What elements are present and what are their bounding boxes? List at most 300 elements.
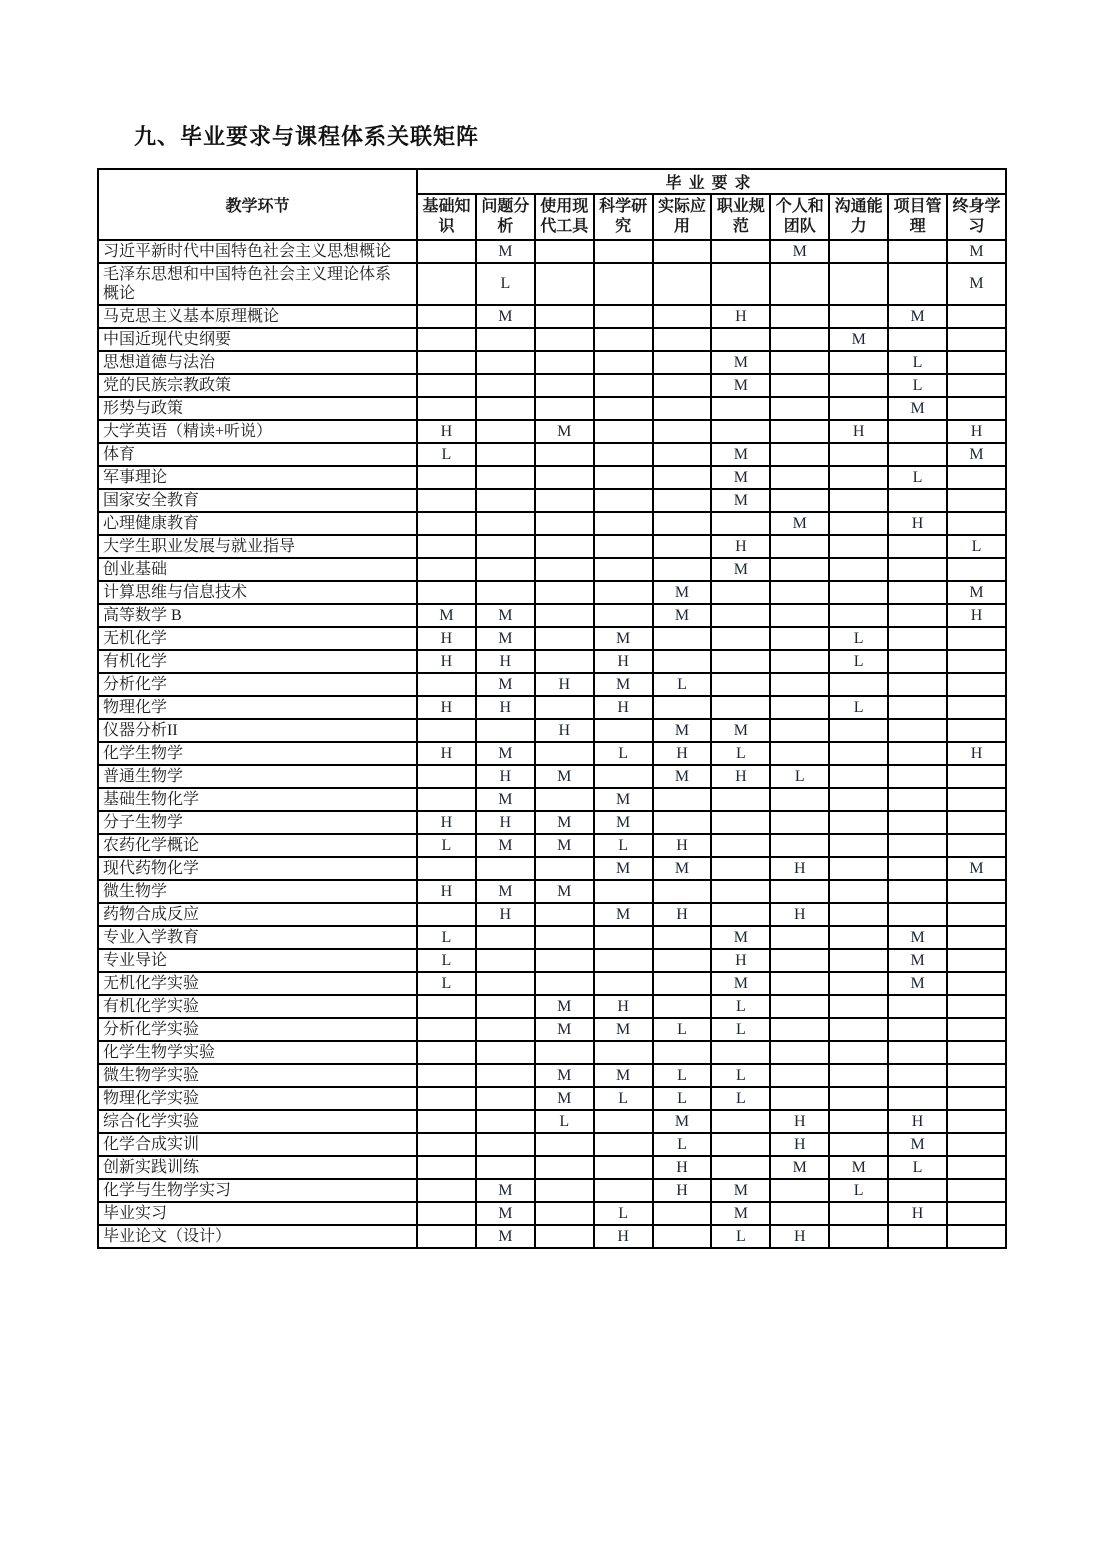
grade-cell-empty (947, 1225, 1006, 1248)
grade-cell-empty (653, 949, 712, 972)
grade-cell-empty (829, 443, 888, 466)
grade-cell: M (653, 604, 712, 627)
grade-cell-empty (770, 420, 829, 443)
grade-cell: M (829, 328, 888, 351)
grade-cell: H (888, 1202, 947, 1225)
table-row (98, 351, 1006, 374)
table-row (98, 263, 1006, 305)
grade-cell-empty (417, 489, 476, 512)
grade-cell-empty (770, 719, 829, 742)
table-row (98, 1064, 1006, 1087)
grade-cell: M (888, 949, 947, 972)
grade-cell-empty (888, 719, 947, 742)
grade-cell-empty (829, 1225, 888, 1248)
grade-cell-empty (888, 1179, 947, 1202)
grade-cell-empty (829, 903, 888, 926)
grade-cell-empty (770, 1087, 829, 1110)
grade-cell-empty (594, 949, 653, 972)
grade-cell: M (476, 1179, 535, 1202)
grade-cell: H (653, 742, 712, 765)
grade-cell-empty (947, 1202, 1006, 1225)
grade-cell-empty (653, 263, 712, 305)
grade-cell-empty (770, 1018, 829, 1041)
grade-cell-empty (711, 240, 770, 263)
course-name-cell: 化学合成实训 (98, 1133, 417, 1156)
grade-cell-empty (594, 1133, 653, 1156)
grade-cell: M (888, 397, 947, 420)
grade-cell-empty (770, 742, 829, 765)
grade-cell: H (770, 903, 829, 926)
grade-cell-empty (770, 351, 829, 374)
grade-cell-empty (829, 1041, 888, 1064)
grade-cell-empty (535, 1156, 594, 1179)
grade-cell-empty (417, 788, 476, 811)
grade-cell: H (417, 880, 476, 903)
grade-cell-empty (417, 1225, 476, 1248)
course-name-cell: 普通生物学 (98, 765, 417, 788)
grade-cell: H (594, 995, 653, 1018)
grade-cell: M (711, 374, 770, 397)
grade-cell: M (535, 834, 594, 857)
grade-cell-empty (770, 443, 829, 466)
grade-cell-empty (594, 719, 653, 742)
grade-cell-empty (888, 443, 947, 466)
grade-cell: L (417, 834, 476, 857)
grade-cell-empty (535, 696, 594, 719)
table-row (98, 604, 1006, 627)
grade-cell: M (594, 857, 653, 880)
grade-cell: H (417, 420, 476, 443)
grade-cell: M (711, 466, 770, 489)
grade-cell-empty (535, 742, 594, 765)
grade-cell-empty (476, 1087, 535, 1110)
grade-cell-empty (476, 995, 535, 1018)
grade-cell: M (947, 857, 1006, 880)
table-row (98, 857, 1006, 880)
grade-cell-empty (829, 305, 888, 328)
grade-cell: L (829, 650, 888, 673)
page-title: 九、毕业要求与课程体系关联矩阵 (134, 124, 480, 149)
table-row (98, 1087, 1006, 1110)
table-row (98, 834, 1006, 857)
grade-cell: M (653, 719, 712, 742)
grade-cell-empty (476, 374, 535, 397)
grade-cell-empty (770, 604, 829, 627)
grade-cell: H (417, 811, 476, 834)
grade-cell-empty (535, 926, 594, 949)
grade-cell: M (535, 995, 594, 1018)
grade-cell-empty (770, 926, 829, 949)
grade-cell-empty (476, 1064, 535, 1087)
grade-cell-empty (535, 1225, 594, 1248)
grade-cell: H (594, 696, 653, 719)
course-name-cell: 高等数学 B (98, 604, 417, 627)
grade-cell: L (476, 263, 535, 305)
grade-cell: H (417, 650, 476, 673)
grade-cell-empty (829, 949, 888, 972)
grade-cell-empty (535, 535, 594, 558)
table-row (98, 949, 1006, 972)
grade-cell: L (594, 742, 653, 765)
grade-cell-empty (888, 834, 947, 857)
column-header-3: 科学研究 (594, 194, 653, 240)
column-header-4: 实际应用 (653, 194, 712, 240)
grade-cell-empty (653, 489, 712, 512)
grade-cell-empty (770, 972, 829, 995)
table-row (98, 1133, 1006, 1156)
grade-cell: H (594, 650, 653, 673)
grade-cell-empty (417, 263, 476, 305)
course-name-cell: 习近平新时代中国特色社会主义思想概论 (98, 240, 417, 263)
table-row (98, 374, 1006, 397)
grade-cell-empty (535, 903, 594, 926)
grade-cell-empty (888, 328, 947, 351)
grade-cell-empty (476, 1110, 535, 1133)
grade-cell: L (711, 1087, 770, 1110)
grade-cell-empty (829, 926, 888, 949)
grade-cell: M (770, 1156, 829, 1179)
grade-cell-empty (711, 604, 770, 627)
table-row (98, 903, 1006, 926)
grade-cell-empty (888, 558, 947, 581)
grade-cell-empty (476, 972, 535, 995)
course-name-cell: 有机化学实验 (98, 995, 417, 1018)
table-row (98, 650, 1006, 673)
grade-cell-empty (947, 627, 1006, 650)
grade-cell-empty (476, 581, 535, 604)
grade-cell-empty (770, 328, 829, 351)
grade-cell-empty (535, 650, 594, 673)
grade-cell: M (594, 903, 653, 926)
grade-cell-empty (653, 443, 712, 466)
grade-cell: M (653, 581, 712, 604)
grade-cell: L (653, 1133, 712, 1156)
course-name-cell: 体育 (98, 443, 417, 466)
table-row (98, 512, 1006, 535)
grade-cell-empty (417, 305, 476, 328)
grade-cell-empty (888, 673, 947, 696)
grade-cell-empty (888, 857, 947, 880)
grade-cell-empty (653, 466, 712, 489)
grade-cell-empty (417, 558, 476, 581)
grade-cell-empty (829, 374, 888, 397)
grade-cell-empty (829, 397, 888, 420)
grade-cell: L (711, 1064, 770, 1087)
grade-cell: M (594, 811, 653, 834)
grade-cell: H (711, 765, 770, 788)
column-header-5: 职业规范 (711, 194, 770, 240)
course-name-cell: 物理化学 (98, 696, 417, 719)
grade-cell-empty (417, 1202, 476, 1225)
grade-cell-empty (711, 1156, 770, 1179)
grade-cell: L (417, 443, 476, 466)
grade-cell: H (711, 949, 770, 972)
grade-cell-empty (594, 765, 653, 788)
table-body (98, 240, 1006, 1248)
grade-cell: M (476, 240, 535, 263)
course-name-cell: 基础生物化学 (98, 788, 417, 811)
grade-cell-empty (417, 673, 476, 696)
table-row (98, 719, 1006, 742)
grade-cell: H (476, 903, 535, 926)
grade-cell-empty (653, 305, 712, 328)
course-name-cell: 专业入学教育 (98, 926, 417, 949)
grade-cell: L (711, 742, 770, 765)
grade-cell-empty (947, 1018, 1006, 1041)
course-name-cell: 毕业论文（设计） (98, 1225, 417, 1248)
grade-cell-empty (417, 857, 476, 880)
grade-cell-empty (947, 1156, 1006, 1179)
grade-cell-empty (417, 581, 476, 604)
grade-cell-empty (594, 351, 653, 374)
grade-cell: L (653, 673, 712, 696)
grade-cell-empty (594, 604, 653, 627)
grade-cell-empty (829, 604, 888, 627)
grade-cell-empty (417, 374, 476, 397)
grade-cell-empty (594, 263, 653, 305)
course-name-cell: 物理化学实验 (98, 1087, 417, 1110)
grade-cell-empty (711, 696, 770, 719)
grade-cell-empty (653, 880, 712, 903)
grade-cell-empty (711, 811, 770, 834)
grade-cell-empty (947, 489, 1006, 512)
grade-cell-empty (711, 627, 770, 650)
grade-cell: H (476, 811, 535, 834)
grade-cell: L (594, 834, 653, 857)
grade-cell-empty (888, 1087, 947, 1110)
grade-cell-empty (594, 420, 653, 443)
grade-cell-empty (653, 420, 712, 443)
grade-cell: H (535, 719, 594, 742)
grade-cell: M (947, 240, 1006, 263)
grade-cell: L (888, 466, 947, 489)
grade-cell: H (476, 765, 535, 788)
grade-cell-empty (711, 1110, 770, 1133)
grade-cell: L (417, 949, 476, 972)
grade-cell: M (535, 765, 594, 788)
grade-cell-empty (417, 535, 476, 558)
grade-cell-empty (888, 604, 947, 627)
course-name-cell: 党的民族宗教政策 (98, 374, 417, 397)
grade-cell-empty (535, 512, 594, 535)
grade-cell: H (947, 742, 1006, 765)
grade-cell: M (535, 811, 594, 834)
grade-cell-empty (829, 1087, 888, 1110)
course-name-cell: 微生物学实验 (98, 1064, 417, 1087)
grade-cell-empty (947, 880, 1006, 903)
grade-cell-empty (653, 1225, 712, 1248)
grade-cell-empty (947, 1133, 1006, 1156)
grade-cell-empty (711, 673, 770, 696)
grade-cell: L (653, 1064, 712, 1087)
grade-cell: H (770, 1110, 829, 1133)
grade-cell-empty (829, 1110, 888, 1133)
grade-cell-empty (770, 949, 829, 972)
grade-cell-empty (947, 696, 1006, 719)
grade-cell-empty (535, 374, 594, 397)
grade-cell-empty (888, 1041, 947, 1064)
grade-cell: H (770, 857, 829, 880)
grade-cell-empty (770, 489, 829, 512)
grade-cell-empty (711, 903, 770, 926)
grade-cell-empty (594, 558, 653, 581)
grade-cell: M (711, 1179, 770, 1202)
grade-cell: M (888, 1133, 947, 1156)
grade-cell-empty (653, 374, 712, 397)
grade-cell-empty (653, 535, 712, 558)
course-name-cell: 国家安全教育 (98, 489, 417, 512)
grade-cell-empty (417, 1110, 476, 1133)
grade-cell: M (476, 1202, 535, 1225)
grade-cell: M (535, 1087, 594, 1110)
grade-cell: L (829, 627, 888, 650)
grade-cell: L (888, 351, 947, 374)
grade-cell: M (594, 627, 653, 650)
grade-cell: H (770, 1133, 829, 1156)
grade-cell-empty (947, 673, 1006, 696)
grade-cell-empty (829, 512, 888, 535)
grade-cell-empty (417, 765, 476, 788)
grade-cell-empty (476, 489, 535, 512)
grade-cell-empty (476, 420, 535, 443)
grade-cell-empty (829, 581, 888, 604)
table-row (98, 673, 1006, 696)
grade-cell-empty (653, 1041, 712, 1064)
grade-cell-empty (888, 788, 947, 811)
grade-cell-empty (535, 627, 594, 650)
grade-cell: M (770, 240, 829, 263)
table-row (98, 765, 1006, 788)
grade-cell-empty (947, 1064, 1006, 1087)
grade-cell-empty (476, 857, 535, 880)
grade-cell-empty (947, 1087, 1006, 1110)
grade-cell-empty (594, 972, 653, 995)
table-row (98, 926, 1006, 949)
course-name-cell: 毕业实习 (98, 1202, 417, 1225)
grade-cell-empty (829, 466, 888, 489)
grade-cell-empty (947, 903, 1006, 926)
grade-cell: L (829, 1179, 888, 1202)
grade-cell-empty (770, 374, 829, 397)
grade-cell: L (417, 926, 476, 949)
grade-cell: L (711, 1225, 770, 1248)
grade-cell-empty (947, 972, 1006, 995)
grade-cell-empty (653, 351, 712, 374)
grade-cell-empty (594, 374, 653, 397)
grade-cell-empty (711, 1133, 770, 1156)
grade-cell-empty (770, 305, 829, 328)
grade-cell-empty (829, 263, 888, 305)
grade-cell: M (535, 420, 594, 443)
course-name-cell: 心理健康教育 (98, 512, 417, 535)
grade-cell: M (594, 673, 653, 696)
grade-cell-empty (653, 328, 712, 351)
grade-cell-empty (888, 1225, 947, 1248)
grade-cell-empty (653, 995, 712, 1018)
grade-cell-empty (535, 558, 594, 581)
grade-cell-empty (476, 1018, 535, 1041)
grade-cell-empty (535, 351, 594, 374)
grade-cell: H (653, 1179, 712, 1202)
corner-header-cell: 教学环节 (98, 169, 417, 240)
grade-cell: M (888, 926, 947, 949)
grade-cell-empty (476, 535, 535, 558)
grade-cell: M (947, 581, 1006, 604)
course-name-cell: 毛泽东思想和中国特色社会主义理论体系概论 (98, 263, 417, 305)
course-name-cell: 化学与生物学实习 (98, 1179, 417, 1202)
grade-cell-empty (594, 1179, 653, 1202)
course-name-cell: 分析化学实验 (98, 1018, 417, 1041)
grade-cell: L (711, 995, 770, 1018)
grade-cell-empty (888, 1018, 947, 1041)
course-name-cell: 农药化学概论 (98, 834, 417, 857)
grade-cell: L (653, 1087, 712, 1110)
grade-cell-empty (829, 742, 888, 765)
grade-cell-empty (947, 305, 1006, 328)
grade-cell: L (829, 696, 888, 719)
grade-cell-empty (947, 719, 1006, 742)
grade-cell: H (888, 1110, 947, 1133)
grade-cell-empty (535, 305, 594, 328)
grade-cell-empty (947, 1179, 1006, 1202)
grade-cell-empty (829, 1018, 888, 1041)
table-row (98, 788, 1006, 811)
table-row (98, 1018, 1006, 1041)
grade-cell-empty (888, 1064, 947, 1087)
table-row (98, 1110, 1006, 1133)
grade-cell-empty (476, 949, 535, 972)
grade-cell-empty (594, 466, 653, 489)
grade-cell-empty (476, 558, 535, 581)
grade-cell-empty (888, 489, 947, 512)
grade-cell-empty (829, 811, 888, 834)
grade-cell: M (653, 765, 712, 788)
grade-cell-empty (829, 535, 888, 558)
course-name-cell: 形势与政策 (98, 397, 417, 420)
grade-cell-empty (947, 397, 1006, 420)
grade-cell-empty (711, 420, 770, 443)
table-row (98, 1156, 1006, 1179)
table-row (98, 397, 1006, 420)
grade-cell-empty (594, 305, 653, 328)
grade-cell-empty (417, 240, 476, 263)
grade-cell-empty (711, 263, 770, 305)
table-row (98, 1179, 1006, 1202)
grade-cell-empty (888, 581, 947, 604)
grade-cell-empty (770, 811, 829, 834)
grade-cell: M (711, 489, 770, 512)
grade-cell-empty (947, 512, 1006, 535)
table-row (98, 558, 1006, 581)
grade-cell-empty (770, 1041, 829, 1064)
grade-cell-empty (888, 263, 947, 305)
grade-cell: M (653, 1110, 712, 1133)
grade-cell: L (653, 1018, 712, 1041)
grade-cell-empty (770, 673, 829, 696)
course-name-cell: 微生物学 (98, 880, 417, 903)
grade-cell-empty (888, 650, 947, 673)
grade-cell: H (770, 1225, 829, 1248)
table-header (98, 169, 1006, 240)
grade-cell: M (711, 558, 770, 581)
grade-cell: L (888, 1156, 947, 1179)
grade-cell: M (711, 926, 770, 949)
grade-cell-empty (417, 351, 476, 374)
course-name-cell: 仪器分析II (98, 719, 417, 742)
grade-cell-empty (711, 328, 770, 351)
grade-cell-empty (417, 903, 476, 926)
grade-cell-empty (829, 788, 888, 811)
